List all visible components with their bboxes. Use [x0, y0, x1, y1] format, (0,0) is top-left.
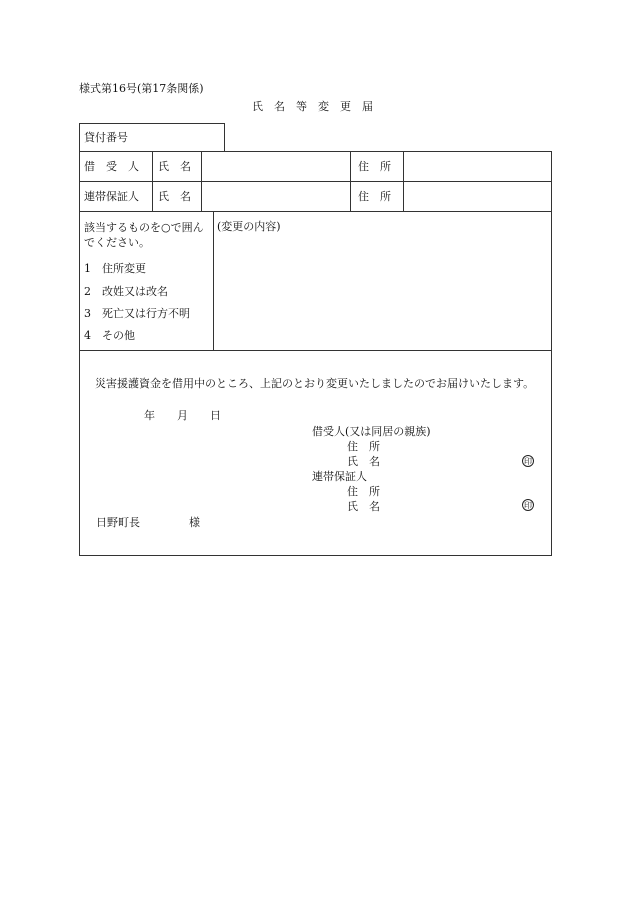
seal-mark: 印 — [524, 501, 532, 510]
date-line: 年 月 日 — [144, 409, 221, 422]
col-divider — [213, 211, 214, 350]
guarantor-heading: 連帯保証人 — [312, 470, 367, 483]
addressee: 日野町長 — [96, 516, 140, 529]
row-divider — [79, 350, 552, 351]
honorific: 様 — [189, 516, 200, 529]
option-item: 2 改姓又は改名 — [84, 285, 168, 298]
guarantor-label: 連帯保証人 — [84, 190, 139, 203]
form-number: 様式第16号(第17条関係) — [79, 82, 204, 95]
borrower-name-label: 氏 名 — [158, 160, 191, 173]
borrower-label: 借 受 人 — [84, 160, 139, 173]
guarantor-name-field: 氏 名 — [347, 500, 380, 513]
option-item: 3 死亡又は行方不明 — [84, 307, 190, 320]
col-divider — [201, 151, 202, 211]
borrower-address-field: 住 所 — [347, 440, 380, 453]
borrower-address-label: 住 所 — [358, 160, 391, 173]
seal-mark: 印 — [524, 457, 532, 466]
guarantor-address-label: 住 所 — [358, 190, 391, 203]
row-divider — [79, 181, 552, 182]
col-divider — [350, 151, 351, 211]
guarantor-name-label: 氏 名 — [158, 190, 191, 203]
option-item: 4 その他 — [84, 329, 135, 342]
option-item: 1 住所変更 — [84, 262, 146, 275]
options-heading: 該当するものを○で囲んでください。 — [84, 221, 204, 249]
loan-number-label: 貸付番号 — [84, 131, 128, 144]
change-content-label: (変更の内容) — [217, 220, 281, 233]
guarantor-address-field: 住 所 — [347, 485, 380, 498]
row-divider — [79, 211, 552, 212]
col-divider — [152, 151, 153, 211]
borrower-heading: 借受人(又は同居の親族) — [312, 425, 431, 438]
col-divider — [403, 151, 404, 211]
borrower-name-field: 氏 名 — [347, 455, 380, 468]
form-title: 氏 名 等 変 更 届 — [252, 100, 373, 113]
declaration-statement: 災害援護資金を借用中のところ、上記のとおり変更いたしましたのでお届けいたします。 — [95, 377, 535, 390]
